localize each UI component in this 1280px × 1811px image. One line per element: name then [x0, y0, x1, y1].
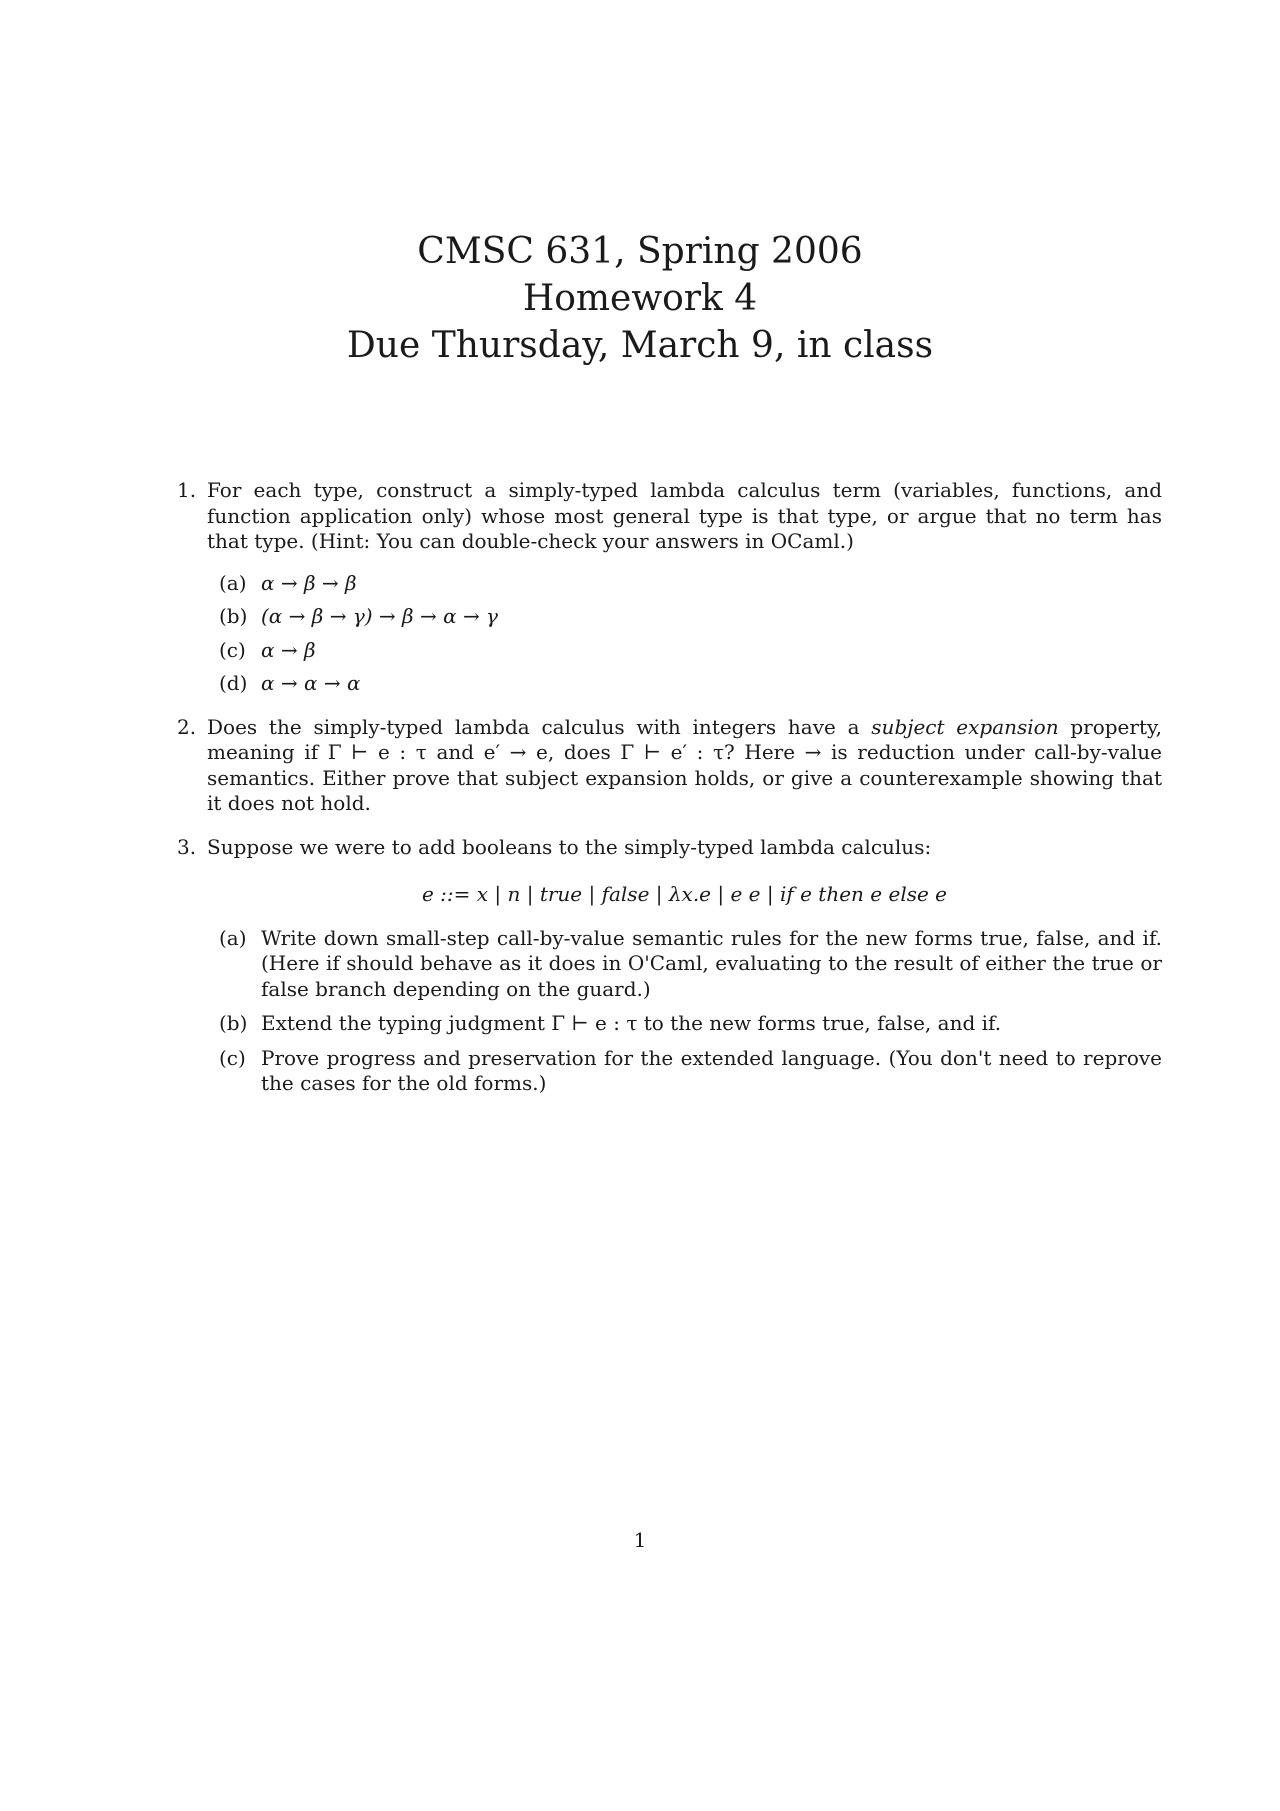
- assignment-title: Homework 4: [522, 278, 758, 319]
- subpart-text: Write down small-step call-by-value semantic rules for the new forms true, false, and if. (Here if should behave as it does in O'Caml, evaluating to the result of either the true or false branch depending on the guard.): [261, 925, 1162, 1001]
- problem-number: 1.: [177, 478, 197, 502]
- type-expression: α → β → β: [261, 570, 357, 595]
- subpart-label: (c): [219, 1045, 246, 1070]
- problem-3: [177, 835, 1162, 1097]
- subpart-a: [219, 926, 1162, 1003]
- due-date: Due Thursday, March 9, in class: [346, 325, 934, 366]
- subpart-label: (c): [219, 637, 246, 662]
- subparts: [219, 926, 1162, 1097]
- subpart-label: (b): [219, 1011, 248, 1035]
- type-expression: α → α → α: [261, 671, 361, 695]
- subpart-label: (d): [219, 671, 248, 695]
- problem-text-rest: property, meaning if Γ ⊢ e : τ and e′ → e, does Γ ⊢ e′ : τ? Here → is reduction under call-by-value semantics. Either prove that subject expansion holds, or give a counterexample showing that it does not hold.: [207, 714, 1162, 815]
- page-number: 1: [633, 1528, 647, 1552]
- problem-text: For each type, construct a simply-typed lambda calculus term (variables, functions, and function application only) whose most general type is that type, or argue that no term has that type. (Hint: You can double-check your answers in OCaml.): [207, 478, 1162, 553]
- subpart-b: [219, 604, 1162, 630]
- title-block: [0, 228, 1280, 369]
- problem-1: [177, 478, 1162, 697]
- emphasized-term: subject expansion: [871, 714, 1059, 739]
- type-expression: α → β: [261, 637, 316, 662]
- subpart-text: Extend the typing judgment Γ ⊢ e : τ to the new forms true, false, and if.: [261, 1011, 1002, 1035]
- subpart-label: (a): [219, 925, 247, 950]
- subpart-b: [219, 1011, 1162, 1037]
- subpart-label: (b): [219, 604, 248, 628]
- problem-text-lead: Does the simply-typed lambda calculus with integers have a: [207, 714, 872, 739]
- grammar-expression: e ::= x | n | true | false | λx.e | e e | if e then e else e: [421, 882, 948, 906]
- grammar-display: [207, 882, 1162, 908]
- subpart-a: [219, 571, 1162, 597]
- problem-text: [207, 715, 1162, 817]
- problem-2: [177, 715, 1162, 817]
- subpart-d: [219, 671, 1162, 697]
- problem-text: Suppose we were to add booleans to the simply-typed lambda calculus:: [207, 834, 932, 859]
- subparts: [219, 571, 1162, 697]
- subpart-text: Prove progress and preservation for the extended language. (You don't need to reprove the cases for the old forms.): [261, 1045, 1162, 1095]
- course-title: CMSC 631, Spring 2006: [417, 231, 863, 272]
- problem-list: [177, 478, 1162, 1115]
- subpart-c: [219, 1046, 1162, 1097]
- subpart-c: [219, 638, 1162, 664]
- subpart-label: (a): [219, 570, 247, 595]
- problem-number: 2.: [177, 714, 197, 739]
- type-expression: (α → β → γ) → β → α → γ: [261, 604, 499, 628]
- problem-number: 3.: [177, 834, 197, 859]
